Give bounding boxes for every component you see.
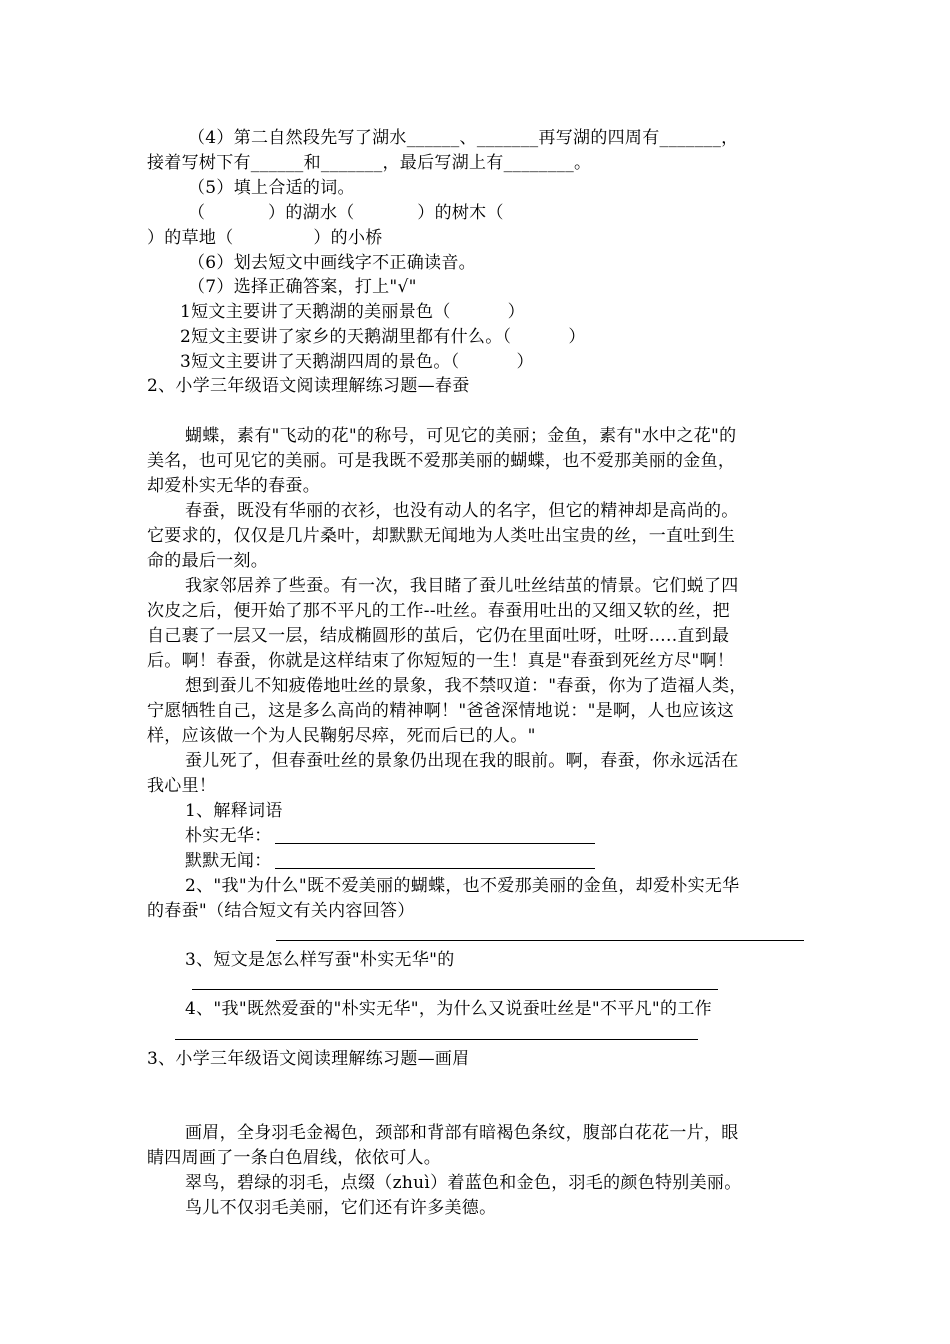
s2-q4-prompt: 4、"我"既然爱蚕的"朴实无华"，为什么又说蚕吐丝是"不平凡"的工作 [185, 999, 712, 1019]
s2-para-line: 春蚕，既没有华丽的衣衫，也没有动人的名字，但它的精神却是高尚的。 [185, 501, 739, 521]
answer-line[interactable] [175, 1039, 698, 1040]
answer-line[interactable] [275, 843, 595, 844]
answer-line[interactable] [276, 940, 804, 941]
q5-blank-line-2: ）的草地（ ）的小桥 [147, 228, 383, 248]
s3-para-line: 翠鸟，碧绿的羽毛，点缀（zhuì）着蓝色和金色，羽毛的颜色特别美丽。 [185, 1173, 742, 1193]
s2-para-line: 却爱朴实无华的春蚕。 [147, 476, 320, 496]
q7-prompt: （7）选择正确答案，打上"√" [188, 277, 417, 297]
s2-para-line: 我心里！ [147, 776, 217, 796]
q5-prompt: （5）填上合适的词。 [188, 178, 355, 198]
s2-q1-word-1: 朴实无华： [185, 826, 272, 846]
s2-q3-prompt: 3、短文是怎么样写蚕"朴实无华"的 [185, 950, 455, 970]
s3-para-line: 睛四周画了一条白色眉线，依依可人。 [147, 1148, 442, 1168]
q7-option-2: 2短文主要讲了家乡的天鹅湖里都有什么。（ ） [180, 327, 586, 347]
s2-para-line: 自己裹了一层又一层，结成椭圆形的茧后，它仍在里面吐呀，吐呀…..直到最 [147, 626, 730, 646]
s2-q2-line-1: 2、"我"为什么"既不爱美丽的蝴蝶，也不爱那美丽的金鱼，却爱朴实无华 [185, 876, 740, 896]
s2-q1-prompt: 1、解释词语 [185, 801, 283, 821]
s2-para-line: 蚕儿死了，但春蚕吐丝的景象仍出现在我的眼前。啊，春蚕，你永远活在 [185, 751, 739, 771]
s2-para-line: 它要求的，仅仅是几片桑叶，却默默无闻地为人类吐出宝贵的丝，一直吐到生 [147, 526, 736, 546]
s2-para-line: 后。啊！春蚕，你就是这样结束了你短短的一生！真是"春蚕到死丝方尽"啊！ [147, 651, 735, 671]
s2-para-line: 命的最后一刻。 [147, 551, 269, 571]
s2-q2-line-2: 的春蚕"（结合短文有关内容回答） [147, 901, 415, 921]
q5-blank-line-1: （ ）的湖水（ ）的树木（ [188, 203, 504, 223]
q7-option-3: 3短文主要讲了天鹅湖四周的景色。（ ） [180, 352, 534, 372]
s2-para-line: 蝴蝶，素有"飞动的花"的称号，可见它的美丽；金鱼，素有"水中之花"的 [185, 426, 737, 446]
q7-option-1: 1短文主要讲了天鹅湖的美丽景色（ ） [180, 302, 525, 322]
s2-para-line: 我家邻居养了些蚕。有一次，我目睹了蚕儿吐丝结茧的情景。它们蜕了四 [185, 576, 739, 596]
s3-para-line: 画眉，全身羽毛金褐色，颈部和背部有暗褐色条纹，腹部白花花一片，眼 [185, 1123, 739, 1143]
section-3-title: 3、小学三年级语文阅读理解练习题—画眉 [147, 1049, 470, 1069]
s3-para-line: 鸟儿不仅羽毛美丽，它们还有许多美德。 [185, 1198, 497, 1218]
q6-prompt: （6）划去短文中画线字不正确读音。 [188, 253, 476, 273]
q4-line-1: （4）第二自然段先写了湖水______、_______再写湖的四周有_______， [188, 128, 739, 148]
s2-para-line: 样，应该做一个为人民鞠躬尽瘁，死而后已的人。" [147, 726, 536, 746]
s2-para-line: 宁愿牺牲自己，这是多么高尚的精神啊！"爸爸深情地说："是啊，人也应该这 [147, 701, 735, 721]
q4-line-2: 接着写树下有______和_______，最后写湖上有________。 [147, 153, 592, 173]
answer-line[interactable] [275, 868, 595, 869]
answer-line[interactable] [192, 989, 718, 990]
s2-para-line: 想到蚕儿不知疲倦地吐丝的景象，我不禁叹道："春蚕，你为了造福人类， [185, 676, 747, 696]
section-2-title: 2、小学三年级语文阅读理解练习题—春蚕 [147, 376, 470, 396]
s2-para-line: 美名，也可见它的美丽。可是我既不爱那美丽的蝴蝶，也不爱那美丽的金鱼， [147, 451, 736, 471]
s2-para-line: 次皮之后，便开始了那不平凡的工作--吐丝。春蚕用吐出的又细又软的丝，把 [147, 601, 730, 621]
s2-q1-word-2: 默默无闻： [185, 851, 272, 871]
